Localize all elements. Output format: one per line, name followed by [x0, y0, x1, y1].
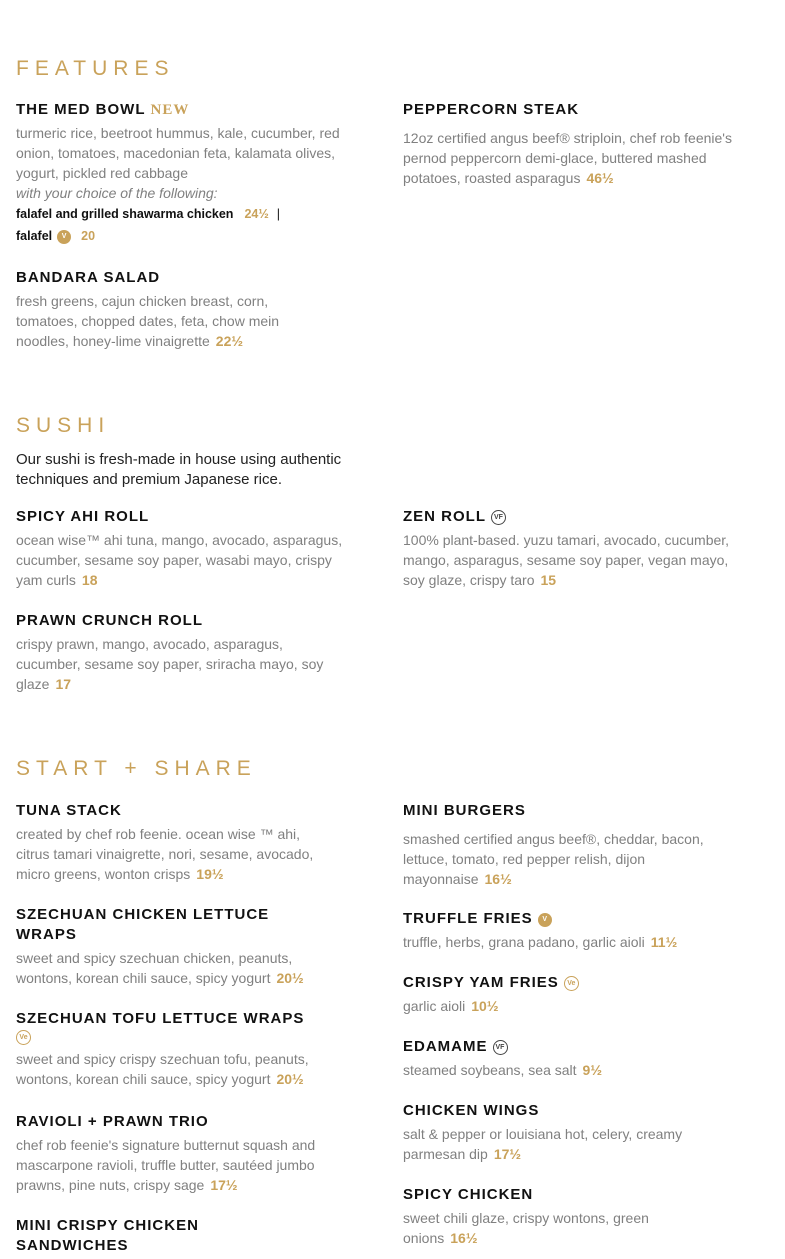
vegan-icon: Ve — [564, 976, 579, 991]
menu-item-spicy-ahi-roll — [16, 507, 361, 590]
menu-item-szechuan-tofu-wraps — [16, 1009, 336, 1089]
item-description-text: ocean wise™ ahi tuna, mango, avocado, asparagus, cucumber, sesame soy paper, wasabi mayo, crispy yam curls — [16, 532, 343, 588]
item-name: SZECHUAN CHICKEN LETTUCE WRAPS — [16, 906, 270, 943]
item-description-text: sweet and spicy szechuan chicken, peanuts, wontons, korean chili sauce, spicy yogurt — [16, 950, 293, 986]
item-description — [403, 1124, 723, 1164]
item-price: 15 — [540, 572, 557, 588]
item-name: CHICKEN WINGS — [403, 1102, 540, 1119]
item-name: MINI BURGERS — [403, 802, 526, 819]
item-description — [16, 824, 336, 884]
item-description-text: 12oz certified angus beef® striploin, chef rob feenie's pernod peppercorn demi-glace, buttered mashed potatoes, roasted asparagus — [403, 130, 732, 186]
item-name: SPICY AHI ROLL — [16, 508, 150, 525]
item-name-text: TRUFFLE FRIES — [403, 910, 533, 927]
item-name-text: ZEN ROLL — [403, 508, 486, 525]
item-price: 16½ — [484, 871, 512, 887]
item-price: 10½ — [471, 998, 499, 1014]
item-description — [16, 530, 361, 590]
item-description — [403, 996, 748, 1016]
menu-item-mini-crispy-chicken — [16, 1216, 246, 1259]
item-description — [403, 932, 748, 952]
vegan-friendly-icon: VF — [493, 1040, 508, 1055]
item-price: 20½ — [276, 1071, 304, 1087]
menu-item-truffle-fries — [403, 909, 748, 952]
item-price: 19½ — [196, 866, 224, 882]
item-description — [16, 948, 336, 988]
item-price: 18 — [81, 572, 98, 588]
vegetarian-icon: V — [538, 913, 552, 927]
item-description-text: sweet and spicy crispy szechuan tofu, peanuts, wontons, korean chili sauce, spicy yogurt — [16, 1051, 309, 1087]
item-description-text: garlic aioli — [403, 998, 466, 1014]
item-description — [16, 1049, 336, 1089]
option-line-2 — [16, 225, 361, 247]
item-description-text: salt & pepper or louisiana hot, celery, creamy parmesan dip — [403, 1126, 683, 1162]
item-description — [403, 530, 733, 590]
vegan-friendly-icon: VF — [491, 510, 506, 525]
menu-item-tuna-stack — [16, 801, 336, 884]
item-description — [403, 128, 748, 188]
menu-item-zen-roll — [403, 507, 733, 590]
section-title-features: FEATURES — [16, 57, 175, 80]
item-price: 16½ — [450, 1230, 478, 1246]
item-description-text: steamed soybeans, sea salt — [403, 1062, 577, 1078]
item-name — [403, 973, 748, 993]
item-description — [403, 1060, 748, 1080]
menu-item-mini-burgers — [403, 801, 723, 889]
item-name: SZECHUAN TOFU LETTUCE WRAPS — [16, 1010, 305, 1027]
item-price: 17 — [55, 676, 72, 692]
item-description — [16, 634, 346, 694]
menu-item-crispy-yam-fries — [403, 973, 748, 1016]
item-name: BANDARA SALAD — [16, 269, 161, 286]
item-name: PEPPERCORN STEAK — [403, 101, 580, 118]
section-title-start-share: START + SHARE — [16, 757, 257, 780]
item-name: RAVIOLI + PRAWN TRIO — [16, 1113, 209, 1130]
item-name — [403, 909, 748, 929]
vegetarian-icon: V — [57, 230, 71, 244]
item-name: TUNA STACK — [16, 802, 122, 819]
vegan-icon: Ve — [16, 1030, 31, 1045]
item-description — [16, 1135, 346, 1195]
menu-item-bandara-salad — [16, 268, 361, 351]
option-1: falafel and grilled shawarma chicken — [16, 207, 234, 221]
menu-item-ravioli-prawn-trio — [16, 1112, 346, 1195]
item-price: 9½ — [582, 1062, 603, 1078]
choice-intro: with your choice of the following: — [16, 185, 218, 201]
item-description-text: 100% plant-based. yuzu tamari, avocado, cucumber, mango, asparagus, sesame soy paper, vegan mayo, soy glaze, crispy taro — [403, 532, 730, 588]
item-name: PRAWN CRUNCH ROLL — [16, 612, 203, 629]
menu-item-spicy-chicken — [403, 1185, 683, 1248]
item-price: 11½ — [650, 934, 678, 950]
sushi-intro: Our sushi is fresh-made in house using authentic techniques and premium Japanese rice. — [16, 451, 342, 488]
item-price: 17½ — [210, 1177, 238, 1193]
section-title-sushi: SUSHI — [16, 414, 111, 437]
item-description-text: crispy prawn, mango, avocado, asparagus, cucumber, sesame soy paper, sriracha mayo, soy glaze — [16, 636, 324, 692]
item-name — [403, 1037, 748, 1057]
item-description — [16, 291, 306, 351]
item-description-text: smashed certified angus beef®, cheddar, bacon, lettuce, tomato, red pepper relish, dijon mayonnaise — [403, 831, 704, 887]
item-name-text: THE MED BOWL — [16, 101, 146, 118]
option-2: falafel — [16, 229, 53, 243]
item-price: 46½ — [586, 170, 614, 186]
option-1-price: 24½ — [244, 207, 269, 221]
menu-item-chicken-wings — [403, 1101, 723, 1164]
item-description-text: fresh greens, cajun chicken breast, corn, tomatoes, chopped dates, feta, chow mein noodles, honey-lime vinaigrette — [16, 293, 280, 349]
item-name: MINI CRISPY CHICKEN SANDWICHES — [16, 1217, 199, 1254]
new-badge: NEW — [150, 102, 190, 118]
option-line — [16, 203, 361, 225]
item-name-text: EDAMAME — [403, 1038, 488, 1055]
menu-item-prawn-crunch-roll — [16, 611, 346, 694]
item-description-text: truffle, herbs, grana padano, garlic aioli — [403, 934, 645, 950]
item-name: SPICY CHICKEN — [403, 1186, 534, 1203]
item-price: 17½ — [493, 1146, 522, 1162]
item-description — [403, 1208, 683, 1248]
menu-item-edamame — [403, 1037, 748, 1080]
item-name-text: CRISPY YAM FRIES — [403, 974, 559, 991]
item-name — [403, 507, 733, 527]
item-description-text: sweet chili glaze, crispy wontons, green onions — [403, 1210, 649, 1246]
item-name — [16, 100, 361, 120]
item-description: turmeric rice, beetroot hummus, kale, cucumber, red onion, tomatoes, macedonian feta, kalamata olives, yogurt, pickled red cabbage — [16, 125, 340, 181]
item-description — [403, 829, 723, 889]
menu-item-med-bowl — [16, 100, 361, 247]
option-2-price: 20 — [81, 229, 96, 243]
item-price: 20½ — [276, 970, 304, 986]
menu-item-szechuan-chicken-wraps — [16, 905, 346, 988]
menu-item-peppercorn-steak — [403, 100, 748, 188]
item-description-text: chef rob feenie's signature butternut squash and mascarpone ravioli, truffle butter, sautéed jumbo prawns, pine nuts, crispy sage — [16, 1137, 316, 1193]
item-price: 22½ — [215, 333, 244, 349]
option-separator: | — [276, 207, 281, 221]
item-description-text: created by chef rob feenie. ocean wise ™ ahi, citrus tamari vinaigrette, nori, sesame, avocado, micro greens, wonton crisps — [16, 826, 314, 882]
item-badge-line — [16, 1029, 336, 1045]
